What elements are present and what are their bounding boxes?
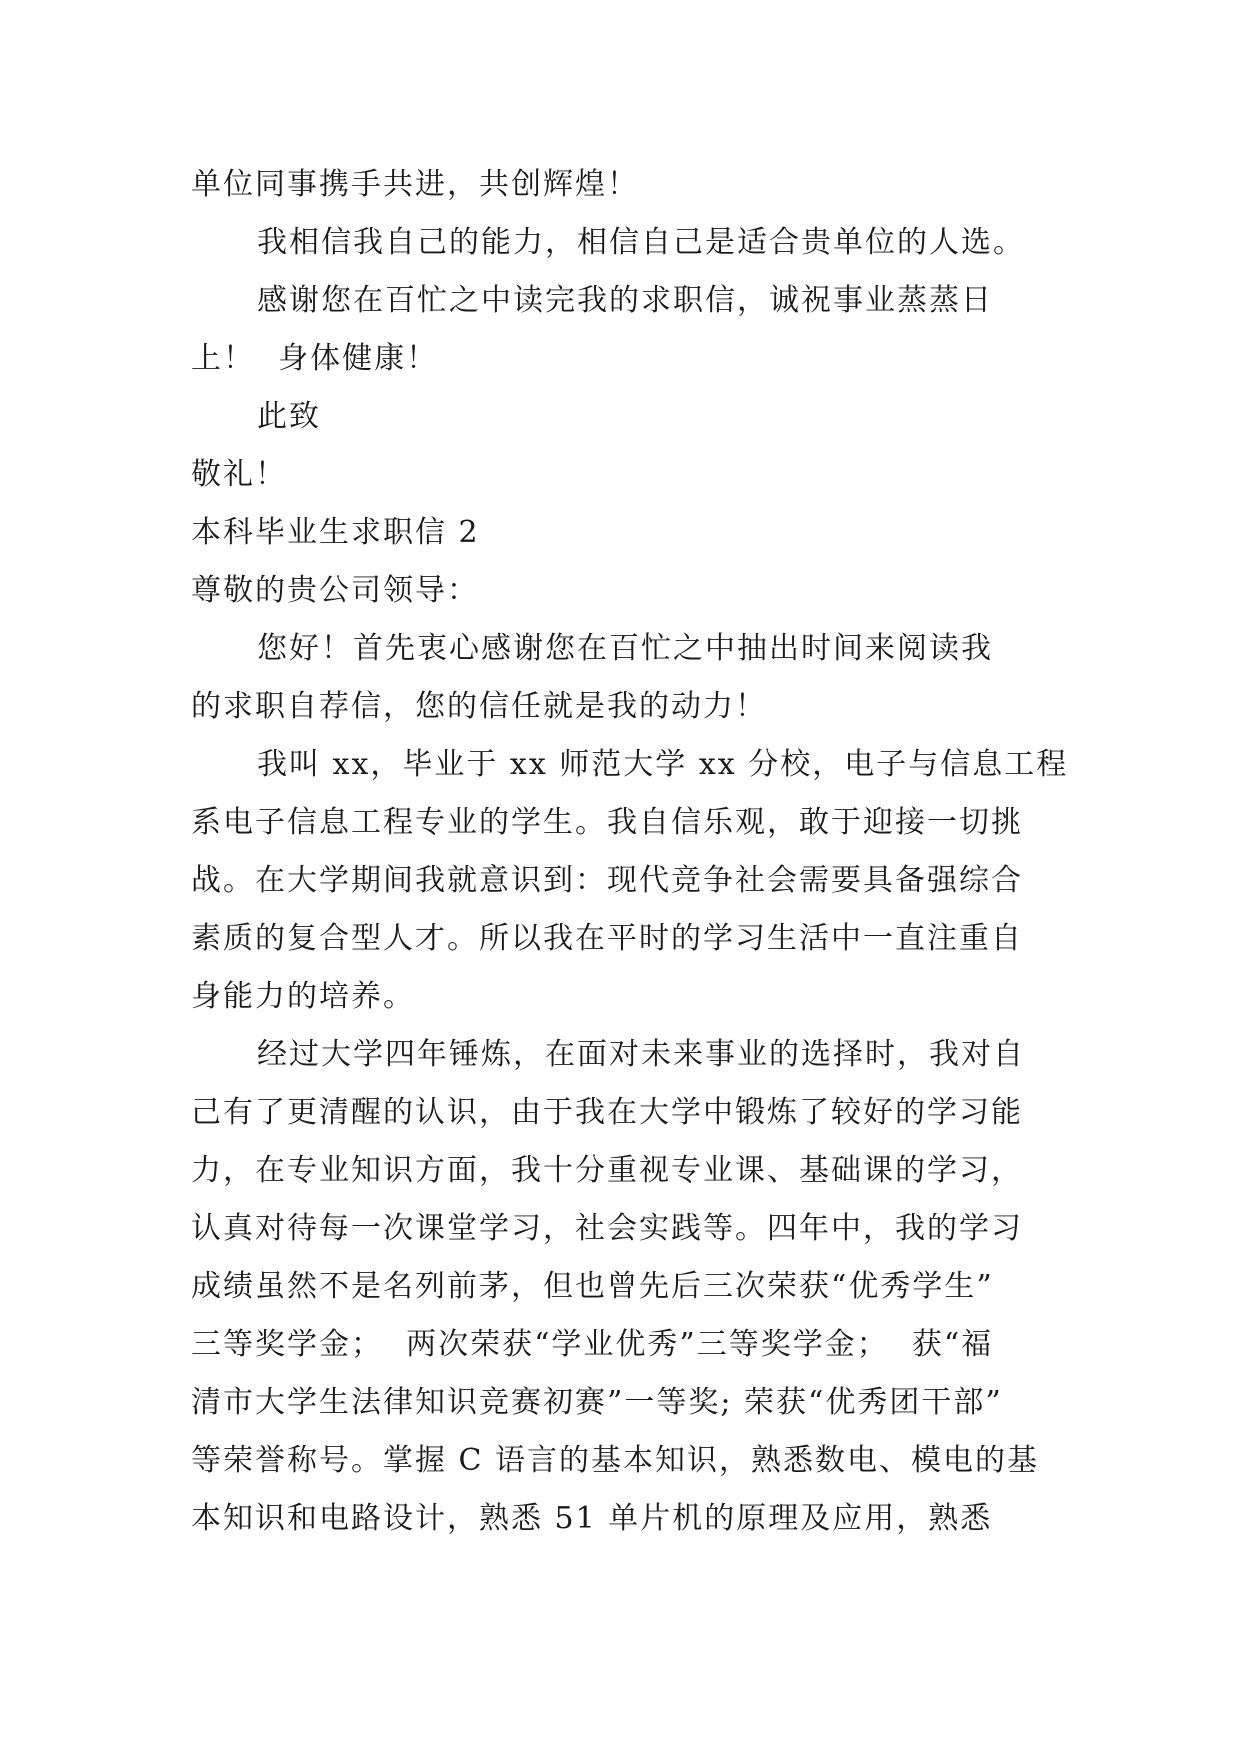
text-line: 力，在专业知识方面，我十分重视专业课、基础课的学习， <box>191 1153 1023 1188</box>
text-line: 尊敬的贵公司领导： <box>191 573 479 608</box>
text-line: 认真对待每一次课堂学习，社会实践等。四年中，我的学习 <box>191 1211 1023 1246</box>
text-line: 三等奖学金； 两次荣获“学业优秀”三等奖学金； 获“福 <box>191 1327 994 1362</box>
text-line: 身能力的培养。 <box>191 979 415 1014</box>
text-line: 敬礼！ <box>191 457 287 492</box>
text-line: 清市大学生法律知识竞赛初赛”一等奖; 荣获“优秀团干部” <box>191 1385 1003 1420</box>
text-line: 本知识和电路设计，熟悉 51 单片机的原理及应用，熟悉 <box>191 1501 993 1536</box>
text-line: 我相信我自己的能力，相信自己是适合贵单位的人选。 <box>257 225 1025 260</box>
text-line: 单位同事携手共进，共创辉煌！ <box>191 167 639 202</box>
text-line: 感谢您在百忙之中读完我的求职信，诚祝事业蒸蒸日 <box>257 283 993 318</box>
text-line: 战。在大学期间我就意识到：现代竞争社会需要具备强综合 <box>191 863 1023 898</box>
text-line: 系电子信息工程专业的学生。我自信乐观，敢于迎接一切挑 <box>191 805 1023 840</box>
text-line: 己有了更清醒的认识，由于我在大学中锻炼了较好的学习能 <box>191 1095 1023 1130</box>
text-line: 您好！首先衷心感谢您在百忙之中抽出时间来阅读我 <box>257 631 993 666</box>
text-line: 素质的复合型人才。所以我在平时的学习生活中一直注重自 <box>191 921 1023 956</box>
document-body <box>191 156 1069 1548</box>
text-line: 等荣誉称号。掌握 C 语言的基本知识，熟悉数电、模电的基 <box>191 1443 1040 1478</box>
text-line: 我叫 xx，毕业于 xx 师范大学 xx 分校，电子与信息工程 <box>257 747 1069 782</box>
text-line: 的求职自荐信，您的信任就是我的动力！ <box>191 689 767 724</box>
text-line: 上！ 身体健康！ <box>191 341 439 376</box>
text-line: 此致 <box>257 399 321 434</box>
text-line: 成绩虽然不是名列前茅，但也曾先后三次荣获“优秀学生” <box>191 1269 994 1304</box>
text-line: 本科毕业生求职信 2 <box>191 515 480 550</box>
text-line: 经过大学四年锤炼，在面对未来事业的选择时，我对自 <box>257 1037 1025 1072</box>
